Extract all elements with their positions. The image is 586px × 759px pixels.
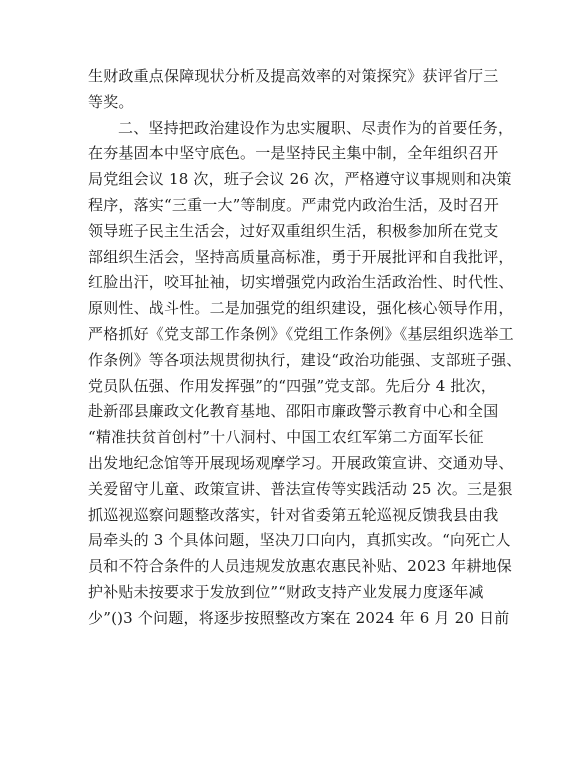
text-line: 程序，落实“三重一大”等制度。严肃党内政治生活，及时召开 [88, 195, 499, 214]
text-line: 关爱留守儿童、政策宣讲、普法宣传等实践活动 25 次。三是狠 [88, 479, 513, 498]
text-line: 在夯基固本中坚守底色。一是坚持民主集中制，全年组织召开 [88, 144, 499, 163]
text-line: 少”()3 个问题，将逐步按照整改方案在 2024 年 6 月 20 日前 [88, 608, 510, 627]
text-line: 严格抓好《党支部工作条例》《党组工作条例》《基层组织选举工 [88, 324, 514, 343]
text-line: 员和不符合条件的人员违规发放惠农惠民补贴、2023 年耕地保 [88, 557, 512, 576]
text-line: 原则性、战斗性。二是加强党的组织建设，强化核心领导作用， [88, 299, 514, 318]
text-line: 领导班子民主生活会，过好双重组织生活，积极参加所在党支 [88, 221, 499, 240]
text-line: 出发地纪念馆等开展现场观摩学习。开展政策宣讲、交通劝导、 [88, 453, 514, 472]
text-line: 红脸出汗，咬耳扯袖，切实增强党内政治生活政治性、时代性、 [88, 273, 514, 292]
text-line: 部组织生活会，坚持高质量高标准，勇于开展批评和自我批评， [88, 247, 514, 266]
paragraph-first-line: 二、坚持把政治建设作为忠实履职、尽责作为的首要任务， [118, 118, 514, 137]
text-line: 作条例》等各项法规贯彻执行，建设“政治功能强、支部班子强、 [88, 350, 522, 369]
document-body [88, 64, 522, 632]
text-line: 局党组会议 18 次，班子会议 26 次，严格遵守议事规则和决策 [88, 170, 512, 189]
text-line: 护补贴未按要求于发放到位”“财政支持产业发展力度逐年减 [88, 582, 484, 601]
text-line: 赴新邵县廉政文化教育基地、邵阳市廉政警示教育中心和全国 [88, 402, 499, 421]
text-line: 抓巡视巡察问题整改落实，针对省委第五轮巡视反馈我县由我 [88, 505, 499, 524]
text-line: “精准扶贫首创村”十八洞村、中国工农红军第二方面军长征 [88, 428, 484, 447]
text-line: 生财政重点保障现状分析及提高效率的对策探究》获评省厅三 [88, 67, 499, 85]
text-line: 党员队伍强、作用发挥强”的“四强”党支部。先后分 4 批次， [88, 376, 497, 395]
text-line: 等奖。 [88, 92, 134, 111]
text-line: 局牵头的 3 个具体问题，坚决刀口向内，真抓实改。“向死亡人 [88, 531, 511, 550]
